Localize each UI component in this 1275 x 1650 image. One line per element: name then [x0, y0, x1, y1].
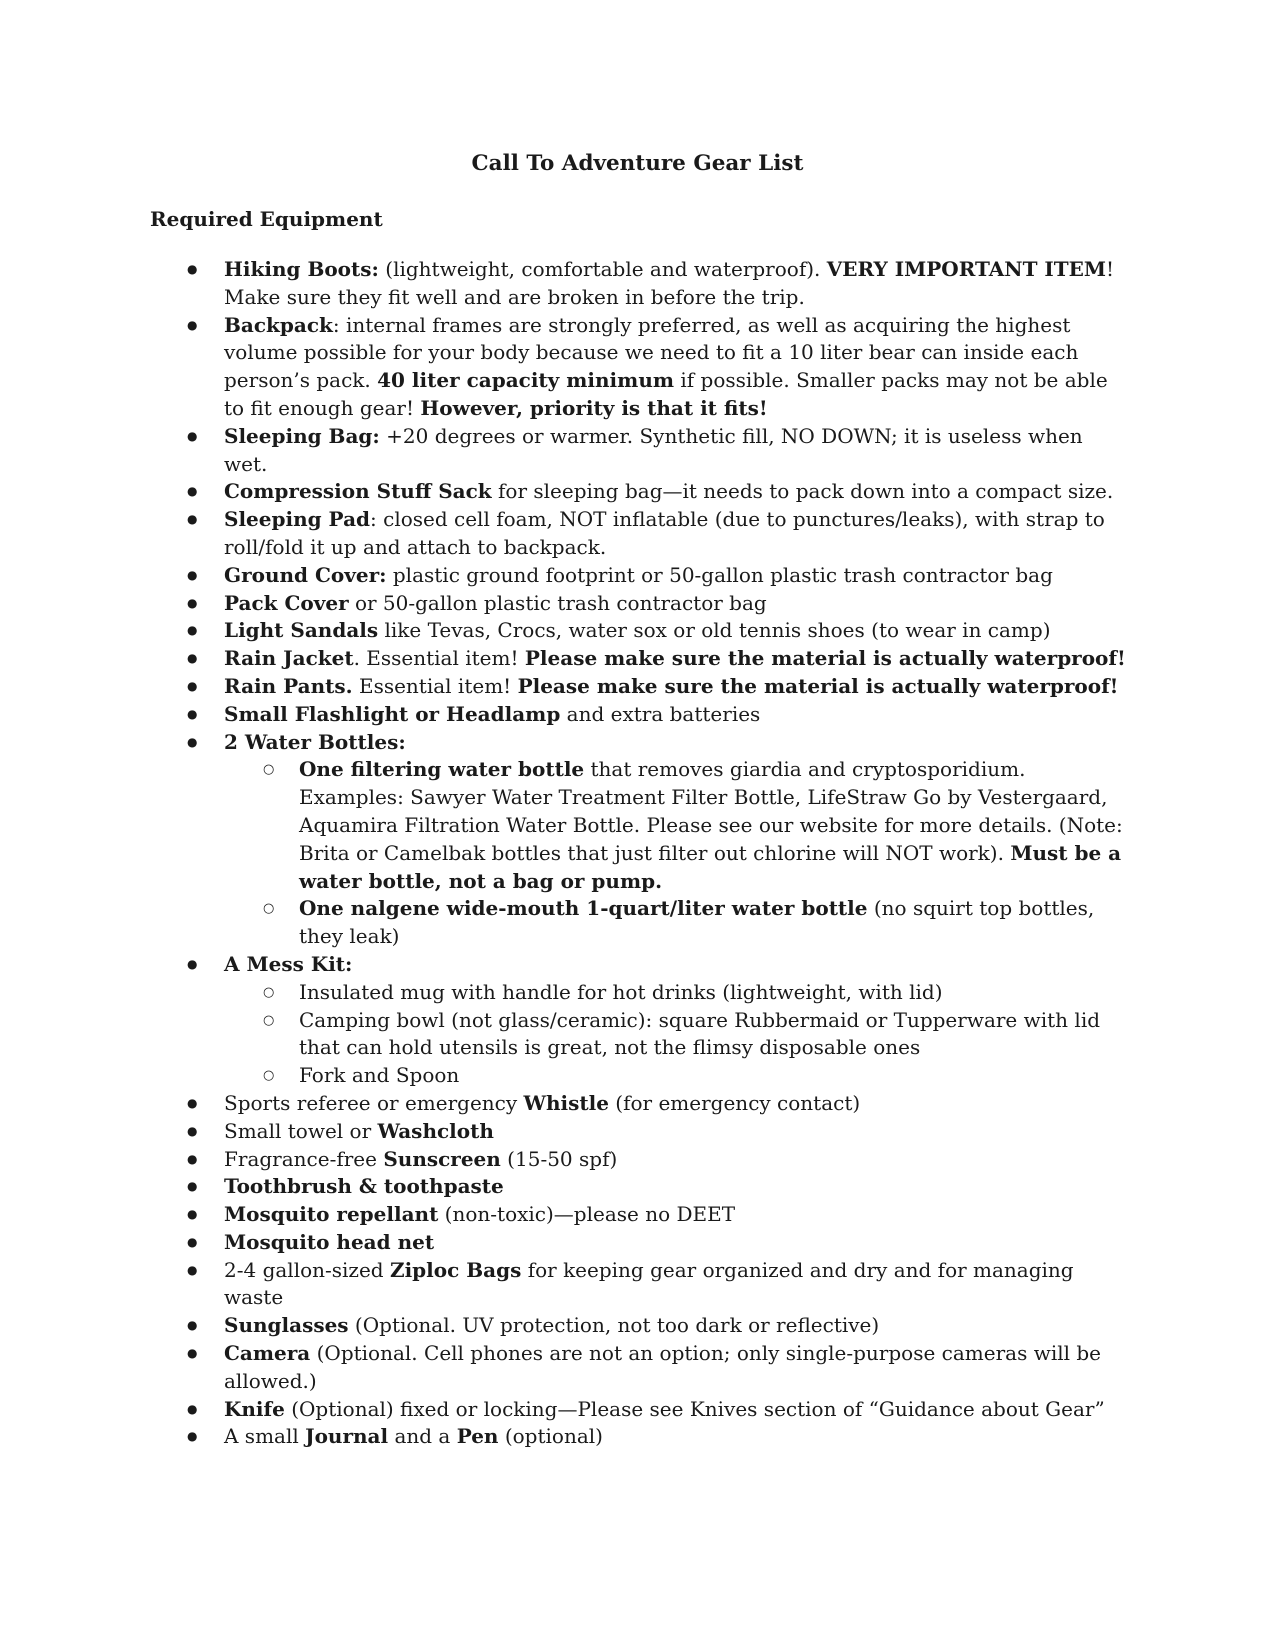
list-item-knife: ● Knife (Optional) fixed or locking—Please see Knives section of “Guidance about Gear” — [0, 1396, 1130, 1424]
list-item-flashlight: ● Small Flashlight or Headlamp and extra batteries — [0, 701, 1130, 729]
list-item-backpack: ● Backpack: internal frames are strongly preferred, as well as acquiring the highest volume possible for your body because we need to fit a 10 liter bear can inside each person’s pack. 40 liter capacity minimum if possible. Smaller packs may not be able to fit enough gear! However, priority is that it fits! — [0, 312, 1130, 423]
list-item-water-bottles: ● 2 Water Bottles: ○ One filtering water bottle that removes giardia and cryptosporidium. Examples: Sawyer Water Treatment Filter Bottle, LifeStraw Go by Vestergaard, Aquamira Filtration Water Bottle. Please see our website for more details. (Note: Brita or Camelbak bottles that just filter out chlorine will NOT work). Must be a water bottle, not a bag or pump. ○ One nalgene wide-mouth 1-quart/liter water bottle (no squirt top bottles, they leak) — [0, 729, 1130, 951]
list-item-sunscreen: ● Fragrance-free Sunscreen (15-50 spf) — [0, 1146, 1130, 1174]
list-item-hiking-boots: ● Hiking Boots: (lightweight, comfortable and waterproof). VERY IMPORTANT ITEM! Make sure they fit well and are broken in before the trip. — [0, 256, 1130, 312]
list-item-mess-kit: ● A Mess Kit: ○ Insulated mug with handle for hot drinks (lightweight, with lid) ○ Camping bowl (not glass/ceramic): square Rubbermaid or Tupperware with lid that can hold utensils is great, not the flimsy disposable ones ○ Fork and Spoon — [0, 951, 1130, 1090]
sublist-item-nalgene: ○ One nalgene wide-mouth 1-quart/liter water bottle (no squirt top bottles, they leak) — [224, 895, 1130, 951]
sublist-item-bowl: ○ Camping bowl (not glass/ceramic): square Rubbermaid or Tupperware with lid that can hold utensils is great, not the flimsy disposable ones — [224, 1007, 1130, 1063]
list-item-pack-cover: ● Pack Cover or 50-gallon plastic trash contractor bag — [0, 590, 1130, 618]
list-item-head-net: ● Mosquito head net — [0, 1229, 1130, 1257]
water-bottle-sublist — [224, 756, 1130, 951]
list-item-sleeping-bag: ● Sleeping Bag: +20 degrees or warmer. Synthetic fill, NO DOWN; it is useless when wet. — [0, 423, 1130, 479]
sublist-item-mug: ○ Insulated mug with handle for hot drinks (lightweight, with lid) — [224, 979, 1130, 1007]
list-item-journal: ● A small Journal and a Pen (optional) — [0, 1423, 1130, 1451]
list-item-rain-pants: ● Rain Pants. Essential item! Please make sure the material is actually waterproof! — [0, 673, 1130, 701]
list-item-washcloth: ● Small towel or Washcloth — [0, 1118, 1130, 1146]
document-title: Call To Adventure Gear List — [471, 151, 804, 176]
section-heading: Required Equipment — [150, 207, 383, 231]
list-item-stuff-sack: ● Compression Stuff Sack for sleeping bag—it needs to pack down into a compact size. — [0, 478, 1130, 506]
list-item-whistle: ● Sports referee or emergency Whistle (for emergency contact) — [0, 1090, 1130, 1118]
list-item-camera: ● Camera (Optional. Cell phones are not an option; only single-purpose cameras will be allowed.) — [0, 1340, 1130, 1396]
list-item-ziploc-bags: ● 2-4 gallon-sized Ziploc Bags for keeping gear organized and dry and for managing waste — [0, 1257, 1130, 1313]
sublist-item-utensils: ○ Fork and Spoon — [224, 1062, 1130, 1090]
list-item-sandals: ● Light Sandals like Tevas, Crocs, water sox or old tennis shoes (to wear in camp) — [0, 617, 1130, 645]
list-item-ground-cover: ● Ground Cover: plastic ground footprint or 50-gallon plastic trash contractor bag — [0, 562, 1130, 590]
list-item-rain-jacket: ● Rain Jacket. Essential item! Please make sure the material is actually waterproof! — [0, 645, 1130, 673]
list-item-sleeping-pad: ● Sleeping Pad: closed cell foam, NOT inflatable (due to punctures/leaks), with strap to roll/fold it up and attach to backpack. — [0, 506, 1130, 562]
mess-kit-sublist — [224, 979, 1130, 1090]
list-item-mosquito-repellant: ● Mosquito repellant (non-toxic)—please no DEET — [0, 1201, 1130, 1229]
sublist-item-filter-bottle: ○ One filtering water bottle that removes giardia and cryptosporidium. Examples: Sawyer Water Treatment Filter Bottle, LifeStraw Go by Vestergaard, Aquamira Filtration Water Bottle. Please see our website for more details. (Note: Brita or Camelbak bottles that just filter out chlorine will NOT work). Must be a water bottle, not a bag or pump. — [224, 756, 1130, 895]
gear-list — [0, 256, 1130, 1451]
list-item-toothbrush: ● Toothbrush & toothpaste — [0, 1173, 1130, 1201]
list-item-sunglasses: ● Sunglasses (Optional. UV protection, not too dark or reflective) — [0, 1312, 1130, 1340]
